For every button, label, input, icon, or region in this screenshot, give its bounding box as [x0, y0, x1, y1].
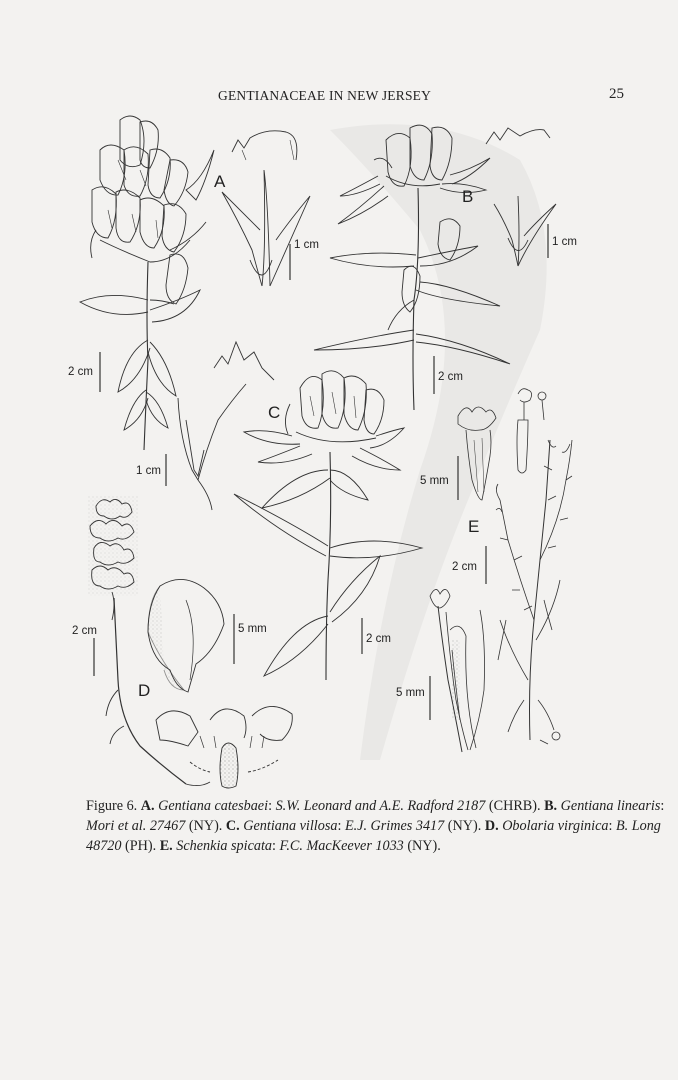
panel-a-leaf: [146, 392, 168, 428]
panel-d-corolla-detail: [148, 579, 224, 692]
panel-label-b: B: [462, 187, 474, 206]
caption-entry-c: C. Gentiana villosa: E.J. Grimes 3417 (NY).: [225, 818, 485, 834]
scale-label-a-1cm-lower: 1 cm: [136, 465, 161, 477]
scale-label-b-2cm: 2 cm: [438, 371, 463, 383]
panel-c-leaf: [330, 556, 380, 622]
panel-b-corolla-detail: [486, 128, 550, 144]
panel-a-leaf: [150, 290, 200, 322]
panel-a-leaf: [80, 295, 148, 314]
caption-label: Figure 6.: [86, 798, 138, 814]
panel-b-leaf: [330, 253, 416, 267]
caption-entry-d: D. Obolaria virginica: B. Long 48720 (PH).: [86, 818, 661, 854]
panel-a-leaf: [124, 390, 148, 430]
panel-label-d: D: [138, 681, 151, 700]
panel-a-corolla-detail: [232, 131, 297, 160]
panel-a-bud: [166, 254, 188, 304]
scale-label-a-2cm: 2 cm: [68, 366, 93, 378]
page-number: 25: [609, 86, 624, 102]
scale-label-d-5mm: 5 mm: [238, 623, 267, 635]
panel-d-flower-cluster: [88, 496, 138, 620]
panel-label-a: A: [214, 172, 226, 191]
scale-label-e-5mm-lower: 5 mm: [396, 687, 425, 699]
caption-entry-b: B. Gentiana linearis: Mori et al. 27467 (NY).: [86, 798, 665, 834]
caption-entry-a: A. Gentiana catesbaei: S.W. Leonard and A.E. Radford 2187 (CHRB).: [140, 798, 545, 814]
panel-a-flower-cluster: [91, 116, 214, 262]
panel-d-obolaria-virginica: [88, 496, 292, 788]
scale-label-c-2cm: 2 cm: [366, 633, 391, 645]
panel-c-leaf: [264, 616, 328, 676]
scale-label-e-2cm: 2 cm: [452, 561, 477, 573]
panel-c-leaf: [262, 470, 330, 508]
panel-a-corolla-lobes: [214, 342, 274, 380]
panel-e-spike-detail: [430, 589, 485, 752]
scale-label-a-1cm: 1 cm: [294, 239, 319, 251]
panel-a-calyx-detail: [222, 170, 310, 286]
panel-a-gentiana-catesbaei: [80, 116, 310, 510]
panel-d-flower-dissection: [156, 706, 292, 788]
panel-a-leaf: [118, 340, 150, 392]
panel-c-stem: [326, 452, 331, 680]
running-head: GENTIANACEAE IN NEW JERSEY: [218, 88, 432, 103]
figure-caption: [86, 796, 666, 856]
scale-label-b-1cm: 1 cm: [552, 236, 577, 248]
scale-label-e-5mm-upper: 5 mm: [420, 475, 449, 487]
caption-entry-e: E. Schenkia spicata: F.C. MacKeever 1033 (NY).: [159, 838, 441, 854]
scale-label-d-2cm: 2 cm: [72, 625, 97, 637]
panel-a-calyx-lower: [178, 384, 246, 510]
panel-b-leaf: [314, 330, 414, 350]
panel-c-leaf: [330, 470, 368, 500]
show-through-shadow: [330, 124, 547, 760]
panel-a-leaf: [148, 342, 176, 396]
panel-e-pistil: [517, 389, 546, 473]
panel-label-e: E: [468, 517, 480, 536]
panel-e-whole-plant: [496, 440, 572, 744]
panel-label-c: C: [268, 403, 281, 422]
